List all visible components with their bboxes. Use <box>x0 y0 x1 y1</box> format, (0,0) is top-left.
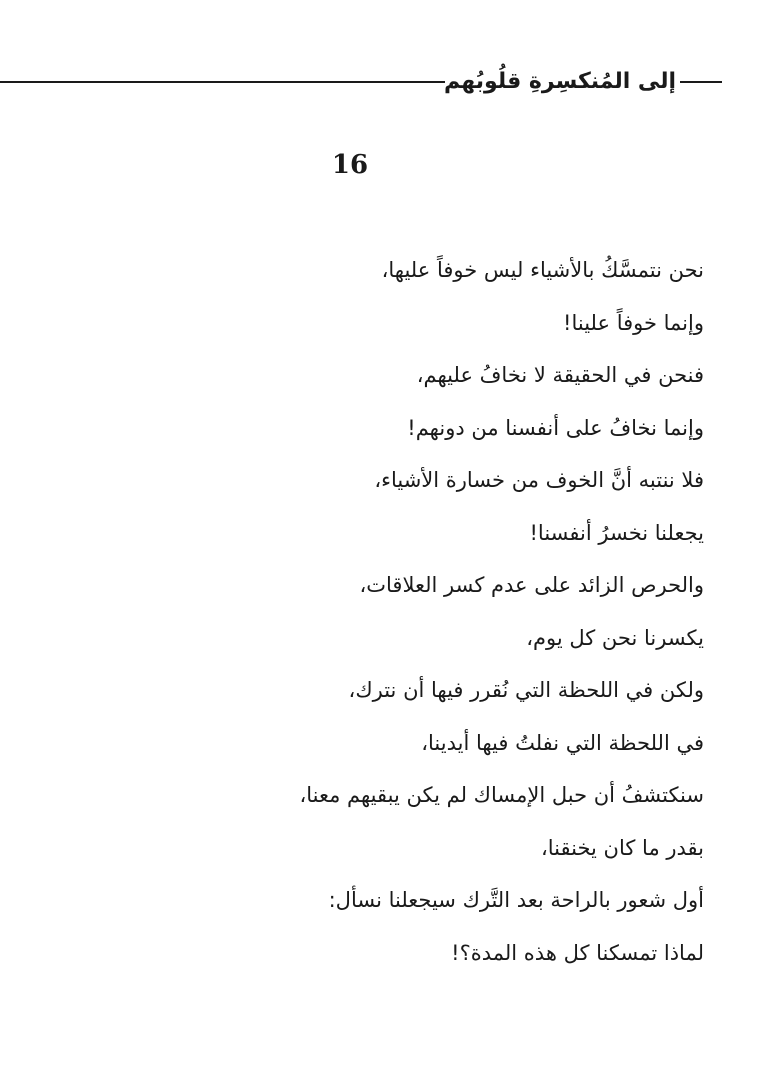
poem-line: في اللحظة التي نفلتُ فيها أيدينا، <box>421 730 704 755</box>
poem-line: يجعلنا نخسرُ أنفسنا! <box>529 520 704 545</box>
header-rule-left <box>0 81 445 83</box>
poem-text <box>164 244 704 979</box>
book-title: إلى المُنكسِرةِ قلُوبُهم <box>444 69 676 94</box>
poem-line: وإنما نخافُ على أنفسنا من دونهم! <box>407 415 704 440</box>
poem-line: سنكتشفُ أن حبل الإمساك لم يكن يبقيهم معنا، <box>299 783 704 807</box>
poem-line: فلا ننتبه أنَّ الخوف من خسارة الأشياء، <box>374 468 704 492</box>
poem-line: ولكن في اللحظة التي نُقرر فيها أن نترك، <box>348 678 704 702</box>
poem-line: وإنما خوفاً علينا! <box>563 310 704 335</box>
header-rule-right <box>680 81 722 83</box>
page-number: 16 <box>331 150 369 180</box>
poem-line: أول شعور بالراحة بعد التَّرك سيجعلنا نسأل: <box>328 888 704 912</box>
poem-line: نحن نتمسَّكُ بالأشياء ليس خوفاً عليها، <box>381 258 704 282</box>
poem-line: والحرص الزائد على عدم كسر العلاقات، <box>359 573 704 597</box>
poem-line: لماذا تمسكنا كل هذه المدة؟! <box>451 940 704 965</box>
poem-line: فنحن في الحقيقة لا نخافُ عليهم، <box>416 363 704 387</box>
poem-line: بقدر ما كان يخنقنا، <box>541 835 704 860</box>
running-header <box>0 62 722 102</box>
poem-line: يكسرنا نحن كل يوم، <box>526 625 704 650</box>
